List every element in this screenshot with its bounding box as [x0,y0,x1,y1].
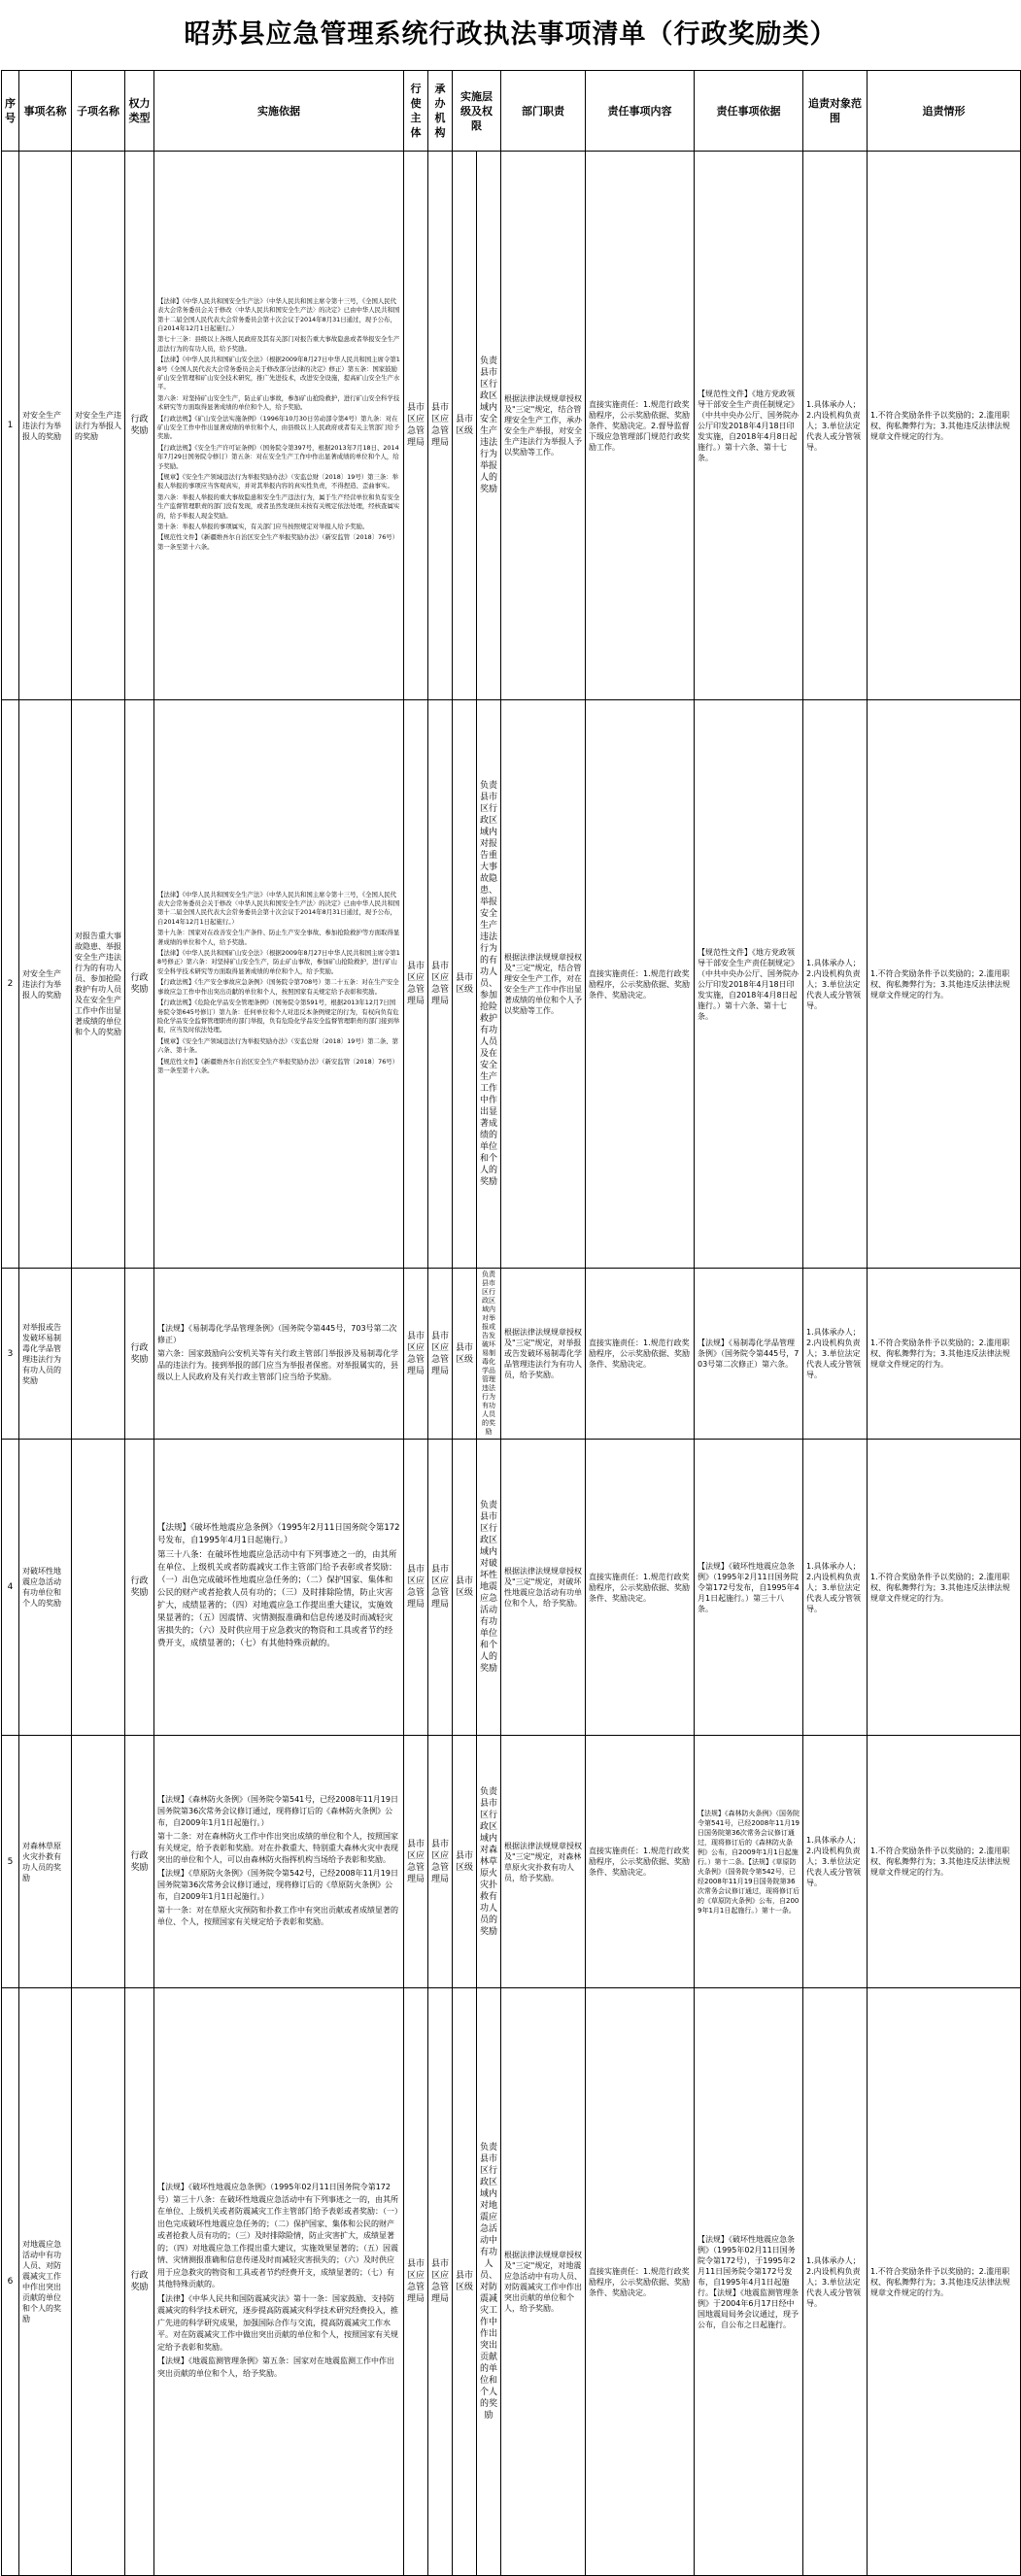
row-cases: 1.不符合奖励条件予以奖励的；2.滥用职权、徇私舞弊行为；3.其他违反法律法规规章文件规定的行为。 [868,1736,1021,1988]
row-target: 1.具体承办人；2.内设机构负责人；3.单位法定代表人或分管领导。 [803,152,868,700]
basis-para: 第三十八条：在破坏性地震应急活动中有下列事迹之一的，由其所在单位、上级机关或者防震减灾工作主管部门给予表彰或者奖励：（一）出色完成破坏性地震应急任务的；（二）保护国家、集体和公民的财产或者抢救人员有功的；（三）及时排除险情，防止灾害扩大，成绩显著的；（四）对地震应急工作提出重大建议，实施效果显著的；（五）因震情、灾情测报准确和信息传递及时而减轻灾害损失的；（六）及时供应用于应急救灾的物资和工具或者节约经费开支，成绩显著的；（七）有其他特殊贡献的。 [157,1550,397,1648]
row-org: 县市区应急管理局 [428,1269,453,1440]
header-resp: 责任事项内容 [586,71,695,152]
row-level: 县市区级 [453,700,477,1269]
basis-para: 【法律】《中华人民共和国安全生产法》（中华人民共和国主席令第十三号，《全国人民代表大会常务委员会关于修改〈中华人民共和国安全生产法〉的决定》已由中华人民共和国第十二届全国人民代表大会常务委员会第十次会议于2014年8月31日通过，现予公布，自2014年12月1日起施行。） [157,890,400,926]
row-subject: 县市区应急管理局 [404,152,428,700]
row-duty: 负责县市区行政区域内对森林草原火灾扑救有功人员的奖励 [477,1736,501,1988]
row-resp: 直接实施责任：1.规范行政奖励程序，公示奖励依据、奖励条件、奖励决定。 [586,1440,695,1736]
row-name: 对森林草原火灾扑救有功人员的奖励 [19,1736,72,1988]
basis-para: 第十条：举报人举报的事项属实，有关部门应当按照规定对举报人给予奖励。 [157,523,369,531]
row-duty-content: 根据法律法规规章授权及"三定"规定，对破坏性地震应急活动有功单位和个人，给予奖励。 [501,1440,586,1736]
header-sub: 子项名称 [72,71,125,152]
enforcement-table [1,70,1021,2576]
row-type: 行政奖励 [125,1269,154,1440]
row-basis [154,1269,404,1440]
table-header [2,71,1021,152]
basis-para: 第六条：国家鼓励向公安机关等有关行政主管部门举报涉及易制毒化学品的违法行为。接到举报的部门应当为举报者保密。对举报属实的，县级以上人民政府及有关行政主管部门应当给予奖励。 [157,1348,398,1381]
row-duty-content: 根据法律法规规章授权及"三定"规定，对举报或告发破坏易制毒化学品管理违法行为有功人员，给予奖励。 [501,1269,586,1440]
page-title: 昭苏县应急管理系统行政执法事项清单（行政奖励类） [184,19,837,50]
basis-para: 【行政法规】《生产安全事故应急条例》（国务院令第708号）第二十五条：对在生产安全事故应急工作中作出突出贡献的单位和个人，按照国家有关规定给予表彰和奖励。 [157,978,399,996]
row-duty: 负责县市区行政区域内对举报或告发破坏易制毒化学品管理违法行为有功人员的奖励 [477,1269,501,1440]
row-resp-basis: 【规范性文件】《地方党政领导干部安全生产责任制规定》（中共中央办公厅、国务院办公厅印发2018年4月18日印发实施，自2018年4月8日起施行。）第十六条、第十七条。 [695,152,803,700]
row-target: 1.具体承办人；2.内设机构负责人；3.单位法定代表人或分管领导。 [803,1440,868,1736]
table-row [2,700,1021,1269]
row-sub [72,1736,125,1988]
row-duty-content: 根据法律法规规章授权及"三定"规定，结合管理安全生产工作，对在安全生产工作中作出显著成绩的单位和个人予以奖励等工作。 [501,700,586,1269]
row-sub: 对安全生产违法行为举报人的奖励 [72,152,125,700]
basis-para: 【法律】《中华人民共和国防震减灾法》第十一条：国家鼓励、支持防震减灾的科学技术研究，逐步提高防震减灾科学技术研究经费投入，推广先进的科学研究成果，加强国际合作与交流，提高防震减灾工作水平。对在防震减灾工作中做出突出贡献的单位和个人，按照国家有关规定给予表彰和奖励。 [157,2293,398,2352]
header-no: 序号 [2,71,19,152]
row-no: 6 [2,1988,19,2576]
row-org: 县市区应急管理局 [428,1440,453,1736]
row-subject: 县市区应急管理局 [404,1736,428,1988]
row-cases: 1.不符合奖励条件予以奖励的；2.滥用职权、徇私舞弊行为；3.其他违反法律法规规章文件规定的行为。 [868,700,1021,1269]
row-type: 行政奖励 [125,152,154,700]
basis-para: 【法规】《破坏性地震应急条例》（1995年02月11日国务院令第172号）第三十八条：在破坏性地震应急活动中有下列事迹之一的，由其所在单位、上级机关或者防震减灾工作主管部门给予表彰或者奖励：（一）出色完成破坏性地震应急任务的；（二）保护国家、集体和公民的财产或者抢救人员有功的；（三）及时排除险情，防止灾害扩大，成绩显著的；（四）对地震应急工作提出重大建议，实施效果显著的；（五）因震情、灾情测报准确和信息传递及时而减轻灾害损失的；（六）及时供应用于应急救灾的物资和工具或者节约经费开支，成绩显著的；（七）有其他特殊贡献的。 [157,2183,398,2288]
header-type: 权力类型 [125,71,154,152]
row-target: 1.具体承办人；2.内设机构负责人；3.单位法定代表人或分管领导。 [803,1269,868,1440]
row-no: 1 [2,152,19,700]
row-duty: 负责县市区行政区域内对报告重大事故隐患、举报安全生产违法行为的有功人员、参加抢险救护有功人员及在安全生产工作中作出显著成绩的单位和个人的奖励 [477,700,501,1269]
row-subject: 县市区应急管理局 [404,1440,428,1736]
basis-para: 第十一条：对在草原火灾预防和扑救工作中有突出贡献或者成绩显著的单位、个人，按照国家有关规定给予表彰和奖励。 [157,1905,398,1926]
row-name: 对安全生产违法行为举报人的奖励 [19,152,72,700]
row-resp: 直接实施责任：1.规范行政奖励程序，公示奖励依据、奖励条件、奖励决定。 [586,1988,695,2576]
row-cases: 1.不符合奖励条件予以奖励的；2.滥用职权、徇私舞弊行为；3.其他违反法律法规规章文件规定的行为。 [868,1988,1021,2576]
row-resp-basis: 【法规】《森林防火条例》（国务院令第541号，已经2008年11月19日国务院第36次常务会议修订通过，现将修订后的《森林防火条例》公布，自2009年1月1日起施行。）第十二条。【法规】《草原防火条例》（国务院令第542号，已经2008年11月19日国务院第36次常务会议修订通过，现将修订后的《草原防火条例》公布，自2009年1月1日起施行。）第十一条。 [695,1736,803,1988]
row-subject: 县市区应急管理局 [404,1269,428,1440]
row-level: 县市区级 [453,1736,477,1988]
row-no: 2 [2,700,19,1269]
basis-para: 第六条：举报人举报的重大事故隐患和安全生产违法行为，属于生产经营单位和负有安全生产监督管理职责的部门没有发现，或者虽然发现但未按有关规定依法处理，经核查属实的，给予举报人现金奖励。 [157,492,400,520]
row-cases: 1.不符合奖励条件予以奖励的；2.滥用职权、徇私舞弊行为；3.其他违反法律法规规章文件规定的行为。 [868,152,1021,700]
row-resp: 直接实施责任：1.规范行政奖励程序，公示奖励依据、奖励条件、奖励决定。 [586,1269,695,1440]
row-target: 1.具体承办人；2.内设机构负责人；3.单位法定代表人或分管领导。 [803,700,868,1269]
basis-para: 【法规】《破坏性地震应急条例》（1995年2月11日国务院令第172号发布，自1995年4月1日起施行。） [157,1523,400,1545]
row-type: 行政奖励 [125,700,154,1269]
row-target: 1.具体承办人；2.内设机构负责人；3.单位法定代表人或分管领导。 [803,1736,868,1988]
row-org: 县市区应急管理局 [428,1988,453,2576]
row-basis [154,700,404,1269]
row-org: 县市区应急管理局 [428,1736,453,1988]
row-duty-content: 根据法律法规规章授权及"三定"规定，对地震应急活动中有功人员、对防震减灾工作中作出突出贡献的单位和个人，给予奖励。 [501,1988,586,2576]
basis-para: 【规章】《安全生产领域违法行为举报奖励办法》（安监总财〔2018〕19号）第二条、第六条、第十条。 [157,1036,399,1055]
basis-para: 【法规】《易制毒化学品管理条例》（国务院令第445号，703号第二次修正） [157,1323,397,1344]
row-duty-content: 根据法律法规规章授权及"三定"规定，对森林草原火灾扑救有功人员，给予奖励。 [501,1736,586,1988]
header-cases: 追责情形 [868,71,1021,152]
basis-para: 【法律】《中华人民共和国矿山安全法》（根据2009年8月27日中华人民共和国主席令第18号《全国人民代表大会常务委员会关于修改部分法律的决定》修正）第五条：国家鼓励矿山安全管理和矿山安全技术研究，推广先进技术，改进安全设施，提高矿山安全生产水平。 [157,356,400,391]
table-row [2,152,1021,700]
basis-para: 【法律】《中华人民共和国矿山安全法》（根据2009年8月27日中华人民共和国主席令第18号修正）第六条：对坚持矿山安全生产，防止矿山事故，参加矿山抢险救护，进行矿山安全科学技术研究等方面取得显著成绩的单位和个人，给予奖励。 [157,949,400,975]
basis-para: 【法规】《草原防火条例》（国务院令第542号，已经2008年11月19日国务院第36次常务会议修订通过，现将修订后的《草原防火条例》公布，自2009年1月1日起施行。） [157,1868,398,1901]
row-name: 对安全生产违法行为举报人的奖励 [19,700,72,1269]
row-name: 对破坏性地震应急活动有功单位和个人的奖励 [19,1440,72,1736]
row-cases: 1.不符合奖励条件予以奖励的；2.滥用职权、徇私舞弊行为；3.其他违反法律法规规章文件规定的行为。 [868,1440,1021,1736]
row-target: 1.具体承办人；2.内设机构负责人；3.单位法定代表人或分管领导。 [803,1988,868,2576]
header-duty: 部门职责 [501,71,586,152]
row-basis [154,1736,404,1988]
basis-para: 【规范性文件】《新疆维吾尔自治区安全生产举报奖励办法》（新安监管〔2018〕76号）第一条至第十六条。 [157,1057,399,1074]
basis-para: 第六条：对坚持矿山安全生产，防止矿山事故，参加矿山抢险救护，进行矿山安全科学技术研究等方面取得显著成绩的单位和个人，给予奖励。 [157,393,400,412]
header-subject: 行使主体 [404,71,428,152]
row-resp-basis: 【规范性文件】《地方党政领导干部安全生产责任制规定》（中共中央办公厅、国务院办公厅印发2018年4月18日印发实施，自2018年4月8日起施行。）第十六条、第十七条。 [695,700,803,1269]
table-row [2,1269,1021,1440]
row-name: 对举报或告发破坏易制毒化学品管理违法行为有功人员的奖励 [19,1269,72,1440]
basis-para: 【法规】《地震监测管理条例》第五条：国家对在地震监测工作中作出突出贡献的单位和个人，给予奖励。 [157,2356,394,2378]
row-subject: 县市区应急管理局 [404,1988,428,2576]
row-sub [72,1440,125,1736]
basis-para: 【行政法规】《危险化学品安全管理条例》（国务院令第591号，根据2013年12月7日国务院令第645号修订）第九条：任何单位和个人对违反本条例规定的行为，有权向负有危险化学品安全监督管理职责的部门举报，负有危险化学品安全监督管理职责的部门接到举报，应当及时依法处理。 [157,999,400,1034]
row-resp-basis: 【法规】《破坏性地震应急条例》（1995年2月11日国务院令第172号发布，自1995年4月1日起施行。）第三十八条。 [695,1440,803,1736]
basis-para: 【法规】《森林防火条例》（国务院令第541号，已经2008年11月19日国务院第36次常务会议修订通过，现将修订后的《森林防火条例》公布，自2009年1月1日起施行。） [157,1794,398,1827]
row-level: 县市区级 [453,1988,477,2576]
row-basis [154,1440,404,1736]
row-org: 县市区应急管理局 [428,700,453,1269]
row-no: 3 [2,1269,19,1440]
row-resp: 直接实施责任：1.规范行政奖励程序，公示奖励依据、奖励条件、奖励决定。2.督导监督下级应急管理部门规范行政奖励工作。 [586,152,695,700]
row-level: 县市区级 [453,152,477,700]
basis-para: 第十二条：对在森林防火工作中作出突出成绩的单位和个人，按照国家有关规定，给予表彰和奖励。对在扑救重大、特别重大森林火灾中表现突出的单位和个人，可以由森林防火指挥机构当场给予表彰和奖励。 [157,1831,398,1864]
basis-para: 第十九条：国家对在改善安全生产条件、防止生产安全事故、参加抢险救护等方面取得显著成绩的单位和个人，给予奖励。 [157,929,400,946]
row-no: 5 [2,1736,19,1988]
table-row [2,1988,1021,2576]
row-type: 行政奖励 [125,1736,154,1988]
header-org: 承办机构 [428,71,453,152]
row-basis [154,152,404,700]
header-level: 实施层级及权限 [453,71,501,152]
basis-para: 【行政法规】《安全生产许可证条例》（国务院令第397号，根据2013年7月18日、2014年7月29日国务院令修订）第五条：对在安全生产工作中作出显著成绩的单位和个人，给予奖励。 [157,443,399,470]
basis-para: 【法律】《中华人民共和国安全生产法》（中华人民共和国主席令第十三号，《全国人民代表大会常务委员会关于修改〈中华人民共和国安全生产法〉的决定》已由中华人民共和国第十二届全国人民代表大会常务委员会第十次会议于2014年8月31日通过，现予公布，自2014年12月1日起施行。） [157,296,400,332]
row-duty: 负责县市区行政区域内安全生产违法行为举报人的奖励 [477,152,501,700]
row-resp-basis: 【法规】《破坏性地震应急条例》（1995年02月11日国务院令第172号），于1995年2月11日国务院令第172号发布，自1995年4月1日起施行。【法规】《地震监测管理条例》于2004年6月17日经中国地震局局务会议通过，现予公布，自公布之日起施行。 [695,1988,803,2576]
basis-para: 【规章】《安全生产领域违法行为举报奖励办法》（安监总财〔2018〕19号）第三条：举报人举报的事项应当客观真实，并对其举报内容的真实性负责，不得捏造、歪曲事实。 [157,473,399,491]
row-sub: 对报告重大事故隐患、举报安全生产违法行为的有功人员、参加抢险救护有功人员及在安全生产工作中作出显著成绩的单位和个人的奖励 [72,700,125,1269]
row-level: 县市区级 [453,1440,477,1736]
row-resp: 直接实施责任：1.规范行政奖励程序，公示奖励依据、奖励条件、奖励决定。 [586,1736,695,1988]
basis-para: 【行政法规】《矿山安全法实施条例》（1996年10月30日劳动部令第4号）第九条：对在矿山安全工作中作出显著成绩的单位和个人，由县级以上人民政府或者有关主管部门给予奖励。 [157,414,400,441]
row-type: 行政奖励 [125,1988,154,2576]
basis-para: 第七十三条：县级以上各级人民政府及其有关部门对报告重大事故隐患或者举报安全生产违法行为的有功人员，给予奖励。 [157,335,400,353]
header-resp-basis: 责任事项依据 [695,71,803,152]
row-subject: 县市区应急管理局 [404,700,428,1269]
row-resp-basis: 【法规】《易制毒化学品管理条例》（国务院令第445号，703号第二次修正）第六条。 [695,1269,803,1440]
table-row [2,1440,1021,1736]
row-sub [72,1988,125,2576]
row-duty: 负责县市区行政区域内对地震应急活动中有功人员、对防震减灾工作中作出突出贡献的单位和个人的奖励 [477,1988,501,2576]
table-row [2,1736,1021,1988]
row-duty-content: 根据法律法规规章授权及"三定"规定，结合管理安全生产工作，承办安全生产举报，对安全生产违法行为举报人予以奖励等工作。 [501,152,586,700]
row-level: 县市区级 [453,1269,477,1440]
row-no: 4 [2,1440,19,1736]
row-resp: 直接实施责任：1.规范行政奖励程序，公示奖励依据、奖励条件、奖励决定。 [586,700,695,1269]
header-target: 追责对象范围 [803,71,868,152]
row-type: 行政奖励 [125,1440,154,1736]
header-basis: 实施依据 [154,71,404,152]
row-duty: 负责县市区行政区域内对破坏性地震应急活动有功单位和个人的奖励 [477,1440,501,1736]
basis-para: 【规范性文件】《新疆维吾尔自治区安全生产举报奖励办法》（新安监管〔2018〕76号）第一条至第十六条。 [157,533,399,551]
row-name: 对地震应急活动中有功人员、对防震减灾工作中作出突出贡献的单位和个人的奖励 [19,1988,72,2576]
header-name: 事项名称 [19,71,72,152]
row-basis [154,1988,404,2576]
row-cases: 1.不符合奖励条件予以奖励的；2.滥用职权、徇私舞弊行为；3.其他违反法律法规规章文件规定的行为。 [868,1269,1021,1440]
row-sub [72,1269,125,1440]
row-org: 县市区应急管理局 [428,152,453,700]
